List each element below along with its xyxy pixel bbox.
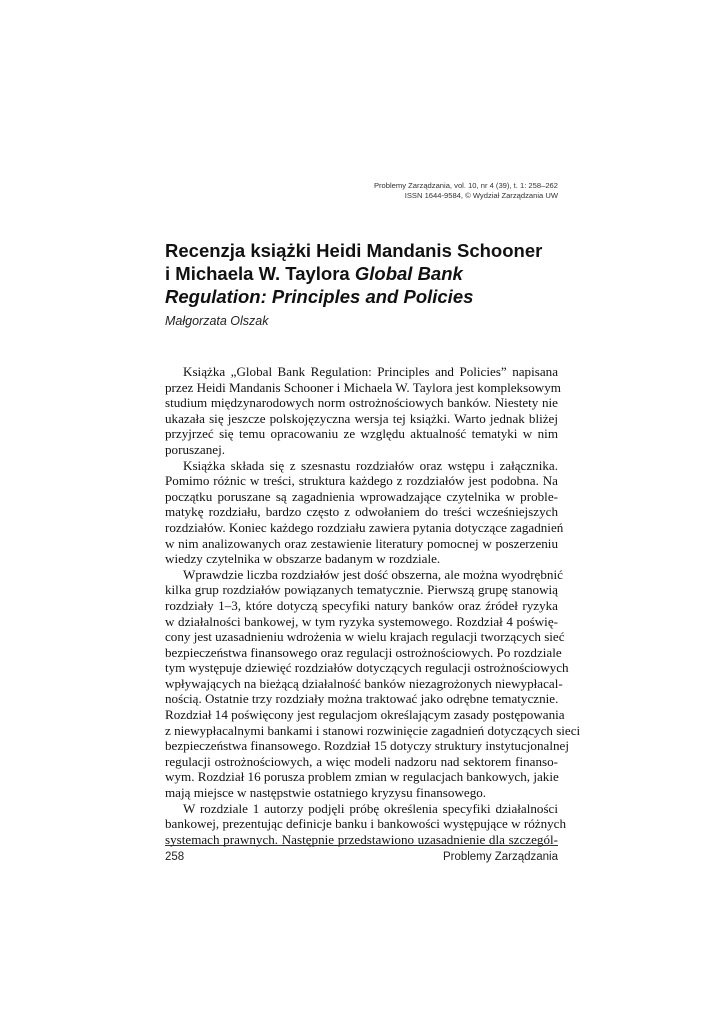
title-line-2-plain: i Michaela W. Taylora [165,263,355,284]
text-line: studium międzynarodowych norm ostrożnościowych banków. Niestety nie [165,395,558,411]
author-name: Małgorzata Olszak [165,314,269,328]
text-line: bezpieczeństwa finansowego. Rozdział 15 dotyczy struktury instytucjonalnej [165,738,569,754]
issn-line: ISSN 1644-9584, © Wydział Zarządzania UW [404,191,558,200]
text-line: nością. Ostatnie trzy rozdziały można traktować jako odrębne tematycznie. [165,691,559,707]
text-line: poruszanej. [165,441,225,457]
text-line: regulacji ostrożnościowych, a więc modeli nadzoru nad sektorem finanso- [165,753,558,769]
text-line: początku poruszane są zagadnienia wprowadzające czytelnika w proble- [165,488,558,504]
text-line: ukazała się jeszcze polskojęzyczna wersja tej książki. Warto jednak bliżej [165,410,558,426]
paragraph [165,457,564,567]
text-line: matykę rozdziału, bardzo często z odwołaniem do treści wcześniejszych [165,504,558,520]
page-number: 258 [165,851,185,863]
text-line: Książka składa się z szesnastu rozdziałów oraz wstępu i załącznika. [183,457,558,473]
footer-journal-name: Problemy Zarządzania [442,851,558,863]
text-line: tym występuje dziewięć rozdziałów dotyczących regulacji ostrożnościowych [165,660,569,676]
text-line: rozdziałów. Koniec każdego rozdziału zawiera pytania dotyczące zagadnień [165,519,564,535]
paragraph [165,364,561,458]
footer-divider [165,845,558,846]
title-line-2 [165,262,585,285]
text-line: cony jest uzasadnieniu wdrożenia w wielu krajach regulacji tworzących sieć [165,629,565,645]
paragraph [165,566,581,801]
text-line: systemach prawnych. Następnie przedstawiono uzasadnienie dla szczegól- [165,831,558,847]
text-line: wpływających na bieżącą działalność banków niezagrożonych niewypłacal- [165,675,563,691]
journal-citation: Problemy Zarządzania, vol. 10, nr 4 (39), t. 1: 258–262 [373,181,558,190]
text-line: Rozdział 14 poświęcony jest regulacjom określającym zasady postępowania [165,707,565,723]
text-line: Pomimo różnic w treści, struktura każdego z rozdziałów jest podobna. Na [165,473,558,489]
text-line: bezpieczeństwa finansowego oraz regulacji ostrożnościowych. Po rozdziale [165,644,562,660]
text-line: wym. Rozdział 16 porusza problem zmian w regulacjach bankowych, jakie [165,769,559,785]
text-line: w działalności bankowej, w tym ryzyka systemowego. Rozdział 4 poświę- [165,613,558,629]
paragraph [165,800,567,848]
article-title [165,239,585,308]
text-line: rozdziały 1–3, które dotyczą specyfiki natury banków oraz źródeł ryzyka [165,597,558,613]
text-line: Wprawdzie liczba rozdziałów jest dość obszerna, ale można wyodrębnić [183,566,563,582]
text-line: W rozdziale 1 autorzy podjęli próbę określenia specyfiki działalności [183,800,558,816]
article-body [165,364,581,847]
text-line: bankowej, prezentując definicje banku i bankowości występujące w różnych [165,816,567,832]
text-line: w nim analizowanych oraz zestawienie literatury pomocnej w poszerzeniu [165,535,558,551]
title-line-2-italic: Global Bank [354,263,463,284]
text-line: Książka „Global Bank Regulation: Principles and Policies” napisana [183,364,558,379]
journal-info [374,181,558,201]
text-line: z niewypłacalnymi bankami i stanowi rozwinięcie zagadnień dotyczących sieci [165,722,581,738]
title-line-3-italic: Regulation: Principles and Policies [165,286,474,307]
title-line-1: Recenzja książki Heidi Mandanis Schooner [165,240,543,261]
text-line: przez Heidi Mandanis Schooner i Michaela W. Taylora jest kompleksowym [165,379,561,395]
text-line: przyjrzeć się temu opracowaniu ze względu aktualność tematyki w nim [165,426,558,442]
text-line: wiedzy czytelnika w obszarze badanym w rozdziale. [165,551,441,567]
text-line: kilka grup rozdziałów powiązanych tematycznie. Pierwszą grupę stanowią [165,582,558,598]
title-line-3 [165,285,585,308]
text-line: mają miejsce w następstwie ostatniego kryzysu finansowego. [165,785,487,801]
